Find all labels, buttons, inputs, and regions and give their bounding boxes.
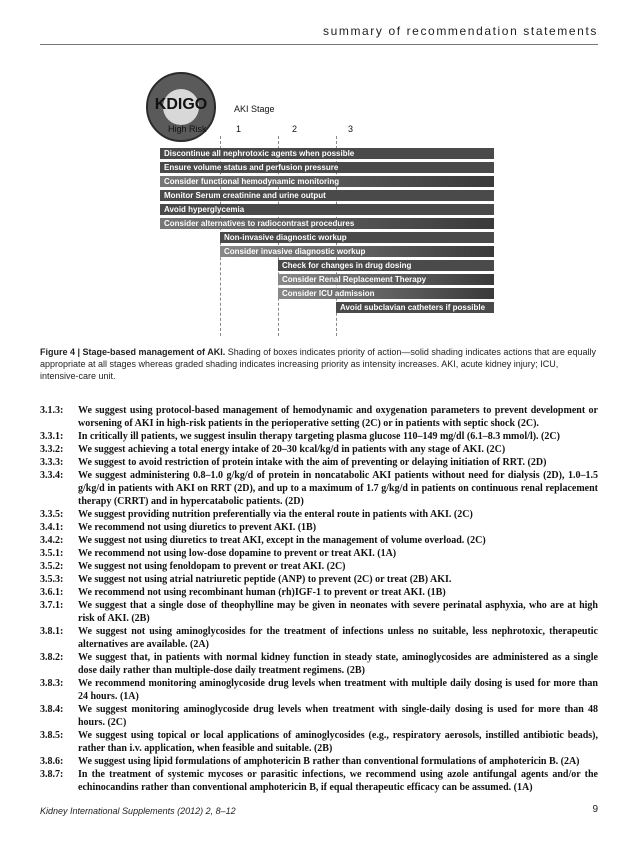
recommendation-item [40, 534, 598, 547]
recommendation-text: We suggest not using fenoldopam to prevent or treat AKI. (2C) [78, 561, 346, 572]
recommendation-number: 3.8.7: [40, 769, 64, 780]
action-bar: Check for changes in drug dosing [278, 260, 494, 271]
recommendation-number: 3.6.1: [40, 587, 64, 598]
recommendation-text: We suggest providing nutrition preferentially via the enteral route in patients with AKI. (2C) [78, 509, 473, 520]
recommendation-item [40, 651, 598, 677]
recommendation-text: In the treatment of systemic mycoses or parasitic infections, we recommend using azole antifungal agents and/or the echinocandins rather than conventional amphotericin B, if equal therapeutic efficacy can be assumed. (1A) [78, 769, 598, 793]
recommendation-item [40, 729, 598, 755]
recommendation-text: We suggest using protocol-based management of hemodynamic and oxygenation parameters to prevent development or worsening of AKI in high-risk patients in the perioperative setting (2C) or in patients with septic shock (2C). [78, 405, 598, 429]
recommendation-item [40, 625, 598, 651]
recommendation-text: We suggest that a single dose of theophylline may be given in neonates with severe perinatal asphyxia, who are at high risk of AKI. (2B) [78, 600, 598, 624]
recommendation-text: We suggest not using diuretics to treat AKI, except in the management of volume overload. (2C) [78, 535, 486, 546]
recommendation-text: We recommend not using low-dose dopamine to prevent or treat AKI. (1A) [78, 548, 397, 559]
recommendation-number: 3.4.2: [40, 535, 64, 546]
recommendation-text: We suggest using lipid formulations of amphotericin B rather than conventional formulations of amphotericin B. (2A) [78, 756, 580, 767]
recommendation-number: 3.8.3: [40, 678, 64, 689]
action-bar: Ensure volume status and perfusion pressure [160, 162, 494, 173]
recommendation-number: 3.4.1: [40, 522, 64, 533]
recommendation-number: 3.3.3: [40, 457, 64, 468]
recommendation-item [40, 586, 598, 599]
column-high-risk: High Risk [168, 124, 207, 134]
footer-citation: Kidney International Supplements (2012) 2, 8–12 [40, 806, 236, 816]
recommendation-number: 3.8.5: [40, 730, 64, 741]
recommendation-number: 3.3.5: [40, 509, 64, 520]
recommendation-item [40, 443, 598, 456]
recommendation-text: We suggest that, in patients with normal kidney function in steady state, aminoglycosides are administered as a single dose daily rather than multiple-dose daily treatment regimens. (2B) [78, 652, 598, 676]
action-bar: Avoid subclavian catheters if possible [336, 302, 494, 313]
column-stage-2: 2 [292, 124, 298, 134]
recommendation-text: In critically ill patients, we suggest insulin therapy targeting plasma glucose 110–149 mg/dl (6.1–8.3 mmol/l). (2C) [78, 431, 560, 442]
recommendation-number: 3.3.1: [40, 431, 64, 442]
recommendation-item [40, 677, 598, 703]
action-bar: Discontinue all nephrotoxic agents when possible [160, 148, 494, 159]
recommendation-number: 3.3.2: [40, 444, 64, 455]
recommendation-text: We suggest not using aminoglycosides for the treatment of infections unless no suitable, less nephrotoxic, therapeutic alternatives are available. (2A) [78, 626, 598, 650]
recommendation-item [40, 703, 598, 729]
recommendation-text: We suggest using topical or local applications of aminoglycosides (e.g., respiratory aerosols, instilled antibiotic beads), rather than i.v. application, when feasible and suitable. (2B) [78, 730, 598, 754]
recommendation-number: 3.8.1: [40, 626, 64, 637]
recommendation-text: We recommend not using recombinant human (rh)IGF-1 to prevent or treat AKI. (1B) [78, 587, 446, 598]
recommendation-text: We recommend monitoring aminoglycoside drug levels when treatment with multiple daily dosing is used for more than 24 hours. (1A) [78, 678, 598, 702]
column-stage-1: 1 [236, 124, 242, 134]
recommendation-item [40, 404, 598, 430]
recommendation-text: We recommend not using diuretics to prevent AKI. (1B) [78, 522, 317, 533]
aki-stage-figure [140, 64, 496, 336]
recommendation-number: 3.7.1: [40, 600, 64, 611]
recommendation-text: We suggest achieving a total energy intake of 20–30 kcal/kg/d in patients with any stage of AKI. (2C) [78, 444, 506, 455]
action-bar: Consider functional hemodynamic monitoring [160, 176, 494, 187]
recommendation-text: We suggest administering 0.8–1.0 g/kg/d of protein in noncatabolic AKI patients without need for dialysis (2D), 1.0–1.5 g/kg/d in patients with AKI on RRT (2D), and up to a maximum of 1.7 g/kg/d in patients on continuous renal replacement therapy (CRRT) and in hypercatabolic patients. (2D) [78, 470, 598, 507]
recommendation-item [40, 599, 598, 625]
recommendation-number: 3.8.2: [40, 652, 64, 663]
recommendation-list [40, 404, 598, 794]
recommendation-number: 3.5.2: [40, 561, 64, 572]
recommendation-item [40, 508, 598, 521]
recommendation-item [40, 768, 598, 794]
recommendation-text: We suggest not using atrial natriuretic peptide (ANP) to prevent (2C) or treat (2B) AKI. [78, 574, 452, 585]
recommendation-text: We suggest monitoring aminoglycoside drug levels when treatment with single-daily dosing is used for more than 48 hours. (2C) [78, 704, 598, 728]
recommendation-number: 3.5.3: [40, 574, 64, 585]
action-bar: Consider invasive diagnostic workup [220, 246, 494, 257]
recommendation-number: 3.8.4: [40, 704, 64, 715]
aki-stage-title: AKI Stage [234, 104, 275, 114]
recommendation-number: 3.1.3: [40, 405, 64, 416]
recommendation-item [40, 755, 598, 768]
running-header: summary of recommendation statements [322, 24, 598, 38]
recommendation-item [40, 547, 598, 560]
action-bar: Consider ICU admission [278, 288, 494, 299]
logo-text: KDIGO [154, 96, 208, 113]
recommendation-item [40, 573, 598, 586]
action-bar: Monitor Serum creatinine and urine output [160, 190, 494, 201]
action-bar: Consider alternatives to radiocontrast procedures [160, 218, 494, 229]
recommendation-item [40, 469, 598, 508]
recommendation-number: 3.5.1: [40, 548, 64, 559]
column-stage-3: 3 [348, 124, 354, 134]
header-rule [40, 44, 598, 45]
recommendation-item [40, 560, 598, 573]
recommendation-text: We suggest to avoid restriction of protein intake with the aim of preventing or delaying initiation of RRT. (2D) [78, 457, 547, 468]
action-bar: Non-invasive diagnostic workup [220, 232, 494, 243]
recommendation-number: 3.3.4: [40, 470, 64, 481]
recommendation-number: 3.8.6: [40, 756, 64, 767]
page-number: 9 [592, 804, 598, 815]
recommendation-item [40, 456, 598, 469]
caption-text: Shading of boxes indicates priority of action—solid shading indicates actions that are equally appropriate at all stages whereas graded shading indicates increasing priority as intensity increases. AKI, acute kidney injury; ICU, intensive-care unit. [40, 347, 596, 381]
action-bar: Avoid hyperglycemia [160, 204, 494, 215]
recommendation-item [40, 521, 598, 534]
recommendation-item [40, 430, 598, 443]
figure-caption [40, 346, 598, 382]
action-bar: Consider Renal Replacement Therapy [278, 274, 494, 285]
caption-label: Figure 4 | Stage-based management of AKI. [40, 347, 226, 357]
